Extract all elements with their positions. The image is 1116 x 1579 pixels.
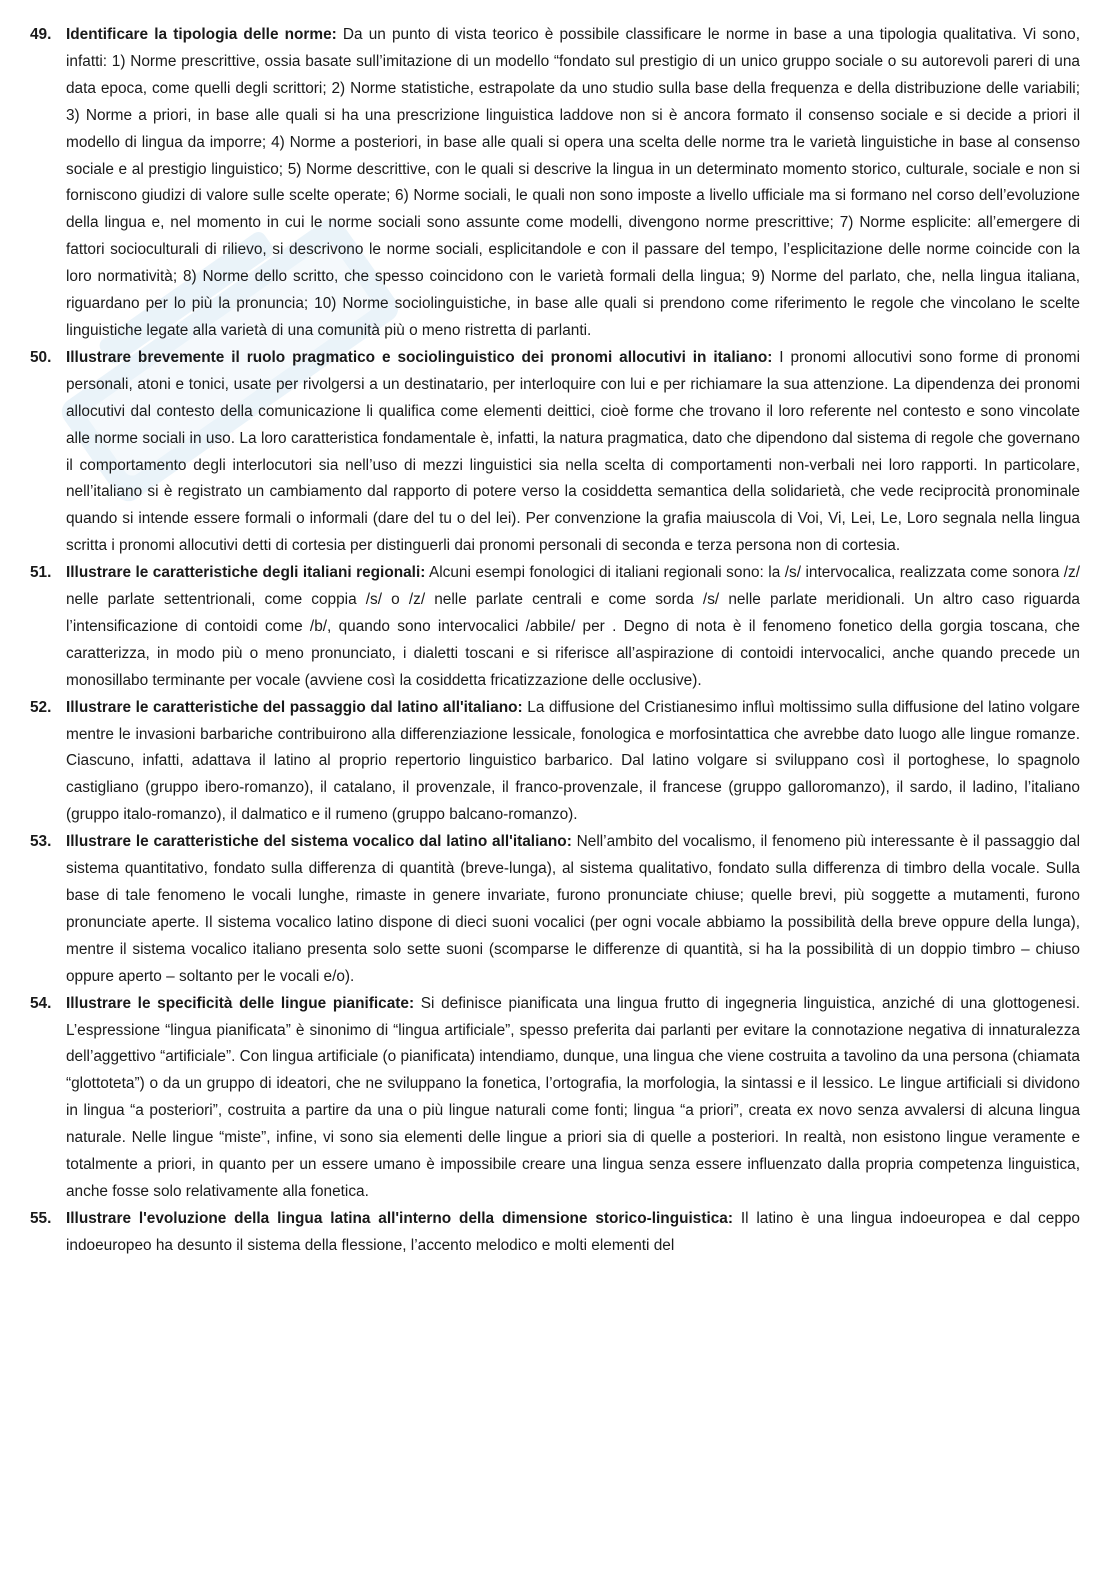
- question-text: Illustrare le caratteristiche del sistema vocalico dal latino all'italiano:: [66, 833, 572, 851]
- question-text: Illustrare le specificità delle lingue pianificate:: [66, 994, 415, 1012]
- answer-text: Nell’ambito del vocalismo, il fenomeno più interessante è il passaggio dal sistema quantitativo, fondato sulla differenza di quantità (breve-lunga), al sistema qualitativo, fondato sulla differenza di timbro della vocale. Sulla base di tale fenomeno le vocali lunghe, rimaste in genere invariate, furono pronunciate chiuse; quelle brevi, più soggette a mutamenti, furono pronunciate aperte. Il sistema vocalico latino dispone di dieci suoni vocalici (per ogni vocale abbiamo la possibilità della breve oppure della lunga), mentre il sistema vocalico italiano presenta solo sette suoni (scomparse le differenze di quantità, si ha la possibilità di un doppio timbro – chiuso oppure aperto – soltanto per le vocali e/o).: [66, 833, 1081, 985]
- list-item: [30, 829, 1080, 990]
- list-item: [30, 695, 1080, 830]
- list-item: [30, 1206, 1080, 1260]
- item-number: 51.: [30, 564, 52, 582]
- answer-text: Il latino è una lingua indoeuropea e dal ceppo indoeuropeo ha desunto il sistema della flessione, l’accento melodico e molti elementi del: [66, 1209, 1080, 1254]
- list-item: [30, 22, 1080, 345]
- answer-text: La diffusione del Cristianesimo influì moltissimo sulla diffusione del latino volgare mentre le invasioni barbariche contribuirono alla differenziazione lessicale, fonologica e morfosintattica che avrebbe dato luogo alle lingue romanze. Ciascuno, infatti, adattava il latino al proprio repertorio linguistico barbarico. Dal latino volgare si sviluppano così il portoghese, lo spagnolo castigliano (gruppo ibero-romanzo), il catalano, il provenzale, il franco-provenzale, il francese (gruppo galloromanzo), il sardo, il ladino, l’italiano (gruppo italo-romanzo), il dalmatico e il rumeno (gruppo balcano-romanzo).: [66, 698, 1080, 824]
- item-number: 50.: [30, 348, 52, 366]
- item-number: 54.: [30, 994, 52, 1012]
- item-number: 49.: [30, 26, 52, 43]
- question-text: Illustrare le caratteristiche degli italiani regionali:: [66, 564, 426, 582]
- question-text: Illustrare brevemente il ruolo pragmatico e sociolinguistico dei pronomi allocutivi in italiano:: [66, 348, 773, 366]
- item-number: 55.: [30, 1209, 52, 1227]
- question-text: Illustrare l'evoluzione della lingua latina all'interno della dimensione storico-linguistica:: [66, 1209, 733, 1227]
- item-number: 53.: [30, 833, 52, 851]
- answer-text: Alcuni esempi fonologici di italiani regionali sono: la /s/ intervocalica, realizzata come sonora /z/ nelle parlate settentrionali, come coppia /s/ o /z/ nelle parlate centrali e come sorda /s/ nelle parlate meridionali. Un altro caso riguarda l’intensificazione di contoidi come /b/, quando sono intervocalici /abbile/ per . Degno di nota è il fenomeno fonetico della gorgia toscana, che caratterizza, in modo più o meno pronunciato, i dialetti toscani e si riferisce all’aspirazione di contoidi intervocalici, anche quando precede un monosillabo terminante per vocale (avviene così la cosiddetta fricatizzazione delle occlusive).: [66, 564, 1080, 689]
- answer-text: I pronomi allocutivi sono forme di pronomi personali, atoni e tonici, usate per rivolgersi a un destinatario, per interloquire con lui e per richiamare la sua attenzione. La dipendenza dei pronomi allocutivi dal contesto della comunicazione li qualifica come elementi deittici, cioè forme che trovano il loro referente nel contesto e sono vincolate alle norme sociali in uso. La loro caratteristica fondamentale è, infatti, la natura pragmatica, dato che dipendono dal sistema di regole che governano il comportamento degli interlocutori sia nell’uso di mezzi linguistici sia nella scelta di comportamenti non-verbali nei loro rapporti. In particolare, nell’italiano si è registrato un cambiamento dal rapporto di potere verso la cosiddetta semantica della solidarietà, che vede reciprocità pronominale quando si intende essere formali o informali (dare del tu o del lei). Per convenzione la grafia maiuscola di Voi, Vi, Lei, Le, Loro segnala nella lingua scritta i pronomi allocutivi detti di cortesia per distinguerli dai pronomi personali di seconda e terza persona non di cortesia.: [66, 348, 1080, 555]
- question-text: Illustrare le caratteristiche del passaggio dal latino all'italiano:: [66, 698, 523, 716]
- item-number: 52.: [30, 698, 52, 716]
- question-text: Identificare la tipologia delle norme:: [66, 26, 337, 43]
- question-list: [30, 22, 1080, 1260]
- list-item: [30, 991, 1080, 1206]
- list-item: [30, 345, 1080, 560]
- answer-text: Si definisce pianificata una lingua frutto di ingegneria linguistica, anziché di una glottogenesi. L’espressione “lingua pianificata” è sinonimo di “lingua artificiale”, spesso preferita dai parlanti per evitare la connotazione negativa di innaturalezza dell’aggettivo “artificiale”. Con lingua artificiale (o pianificata) intendiamo, dunque, una lingua che viene costruita a tavolino da una persona (chiamata “glottoteta”) o da un gruppo di ideatori, che ne sviluppano la fonetica, l’ortografia, la morfologia, la sintassi e il lessico. Le lingue artificiali si dividono in lingua “a posteriori”, costruita a partire da una o più lingue naturali come fonti; lingua “a priori”, creata ex novo senza avvalersi di alcuna lingua naturale. Nelle lingue “miste”, infine, vi sono sia elementi delle lingue a priori sia di quelle a posteriori. In realtà, non esistono lingue veramente e totalmente a priori, in quanto per un essere umano è impossibile creare una lingua senza essere influenzato dalla propria competenza linguistica, anche fosse solo relativamente alla fonetica.: [66, 994, 1080, 1200]
- list-item: [30, 560, 1080, 695]
- answer-text: Da un punto di vista teorico è possibile classificare le norme in base a una tipologia qualitativa. Vi sono, infatti: 1) Norme prescrittive, ossia basate sull’imitazione di un modello “fondato sul prestigio di un unico gruppo sociale o su autorevoli pareri di una data epoca, come quelli degli scrittori; 2) Norme statistiche, estrapolate da uno studio sulla base della frequenza e della distribuzione delle variabili; 3) Norme a priori, in base alle quali si ha una prescrizione linguistica laddove non si è ancora formato il consenso sociale e si decide a priori il modello di lingua da imporre; 4) Norme a posteriori, in base alle quali si opera una scelta delle norme tra le varietà linguistiche in base al consenso sociale e al prestigio linguistico; 5) Norme descrittive, con le quali si descrive la lingua in un determinato momento storico, culturale, sociale e non si forniscono giudizi di valore sulle scelte operate; 6) Norme sociali, le quali non sono imposte a livello ufficiale ma si formano nel corso dell’evoluzione della lingua e, nel momento in cui le norme sociali sono assunte come modelli, divengono norme prescrittive; 7) Norme esplicite: all’emergere di fattori socioculturali di rilievo, si descrivono le norme sociali, esplicitandole e con il passare del tempo, l’esplicitazione delle norme coincide con la loro normatività; 8) Norme dello scritto, che spesso coincidono con le varietà formali della lingua; 9) Norme del parlato, che, nella lingua italiana, riguardano per lo più la pronuncia; 10) Norme sociolinguistiche, in base alle quali si prendono come riferimento le regole che vincolano le scelte linguistiche legate alla varietà di una comunità più o meno ristretta di parlanti.: [66, 26, 1080, 339]
- document-page: [30, 22, 1080, 1260]
